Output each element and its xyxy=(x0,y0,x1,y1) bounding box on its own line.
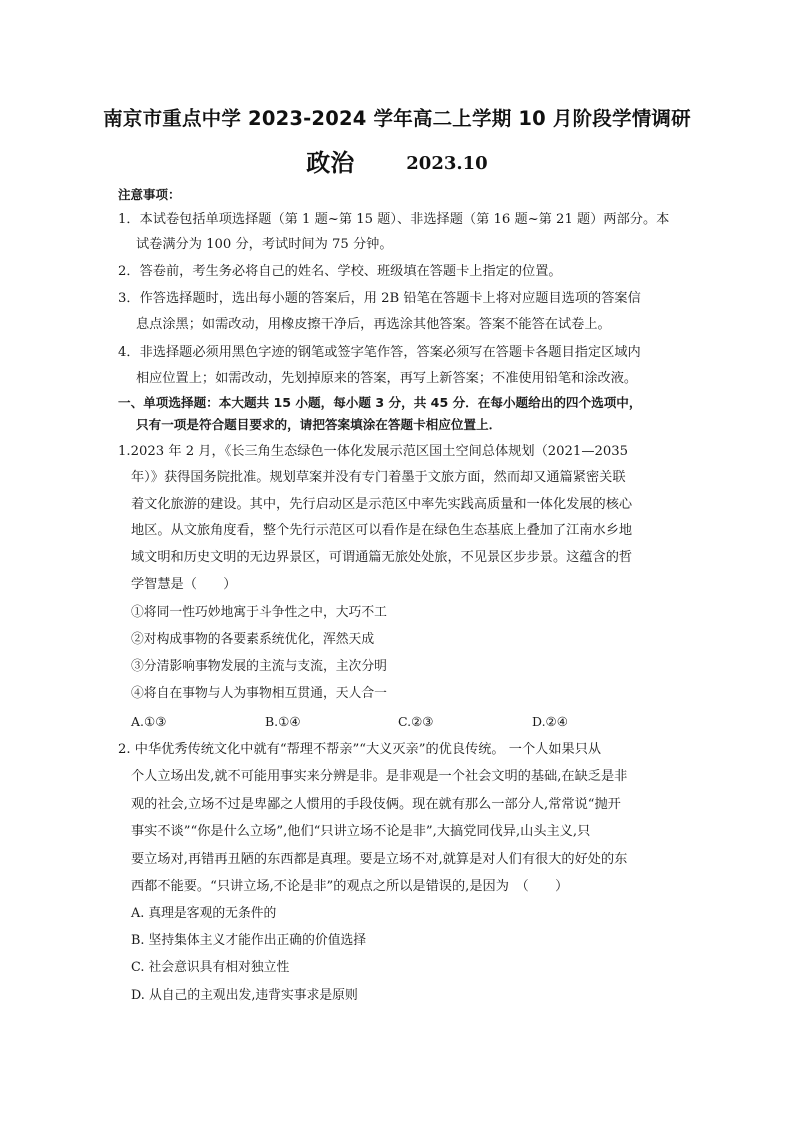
q2-option-c: C. 社会意识具有相对独立性 xyxy=(131,960,290,975)
section-instruction: 只有一项是符合题目要求的，请把答案填涂在答题卡相应位置上． xyxy=(136,417,502,432)
q1-text-line: 地区。从文旅角度看，整个先行示范区可以看作是在绿色生态基底上叠加了江南水乡地 xyxy=(131,523,633,538)
q2-text-line: 个人立场出发,就不可能用事实来分辨是非。是非观是一个社会文明的基础,在缺乏是非 xyxy=(131,769,628,784)
q1-text-line: 着文化旅游的建设。其中，先行启动区是示范区中率先实践高质量和一体化发展的核心 xyxy=(131,497,633,512)
q2-text-line: 西都不能要。“只讲立场,不论是非”的观点之所以是错误的,是因为 （ ） xyxy=(131,879,569,894)
q1-text-line: 学智慧是（ ） xyxy=(131,577,237,592)
q1-statement: ④将自在事物与人为事物相互贯通，天人合一 xyxy=(131,686,387,701)
note-line: 3．作答选择题时，选出每小题的答案后，用 2B 铅笔在答题卡上将对应题目选项的答案信 xyxy=(118,291,641,306)
q2-text-line: 要立场对,再错再丑陋的东西都是真理。要是立场不对,就算是对人们有很大的好处的东 xyxy=(131,852,628,867)
q2-text-line: 观的社会,立场不过是卑鄙之人惯用的手段伎俩。现在就有那么一部分人,常常说“抛开 xyxy=(131,797,621,812)
q1-option-c: C.②③ xyxy=(398,714,434,729)
note-line: 1．本试卷包括单项选择题（第 1 题~第 15 题）、非选择题（第 16 题~第 21 题）两部分。本 xyxy=(118,212,670,227)
note-line: 2．答卷前，考生务必将自己的姓名、学校、班级填在答题卡上指定的位置。 xyxy=(118,264,562,279)
q1-text-line: 年）》获得国务院批准。规划草案并没有专门着墨于文旅方面，然而却又通篇紧密关联 xyxy=(131,470,626,485)
exam-date: 2023.10 xyxy=(406,153,488,174)
q1-text-line: 域文明和历史文明的无边界景区，可谓通篇无旅处处旅，不见景区步步景。这蕴含的哲 xyxy=(131,550,633,565)
note-line: 试卷满分为 100 分，考试时间为 75 分钟。 xyxy=(136,237,393,252)
q1-option-d: D.②④ xyxy=(532,714,568,729)
note-line: 息点涂黑；如需改动，用橡皮擦干净后，再选涂其他答案。答案不能答在试卷上。 xyxy=(136,317,611,332)
q2-option-a: A. 真理是客观的无条件的 xyxy=(131,906,277,921)
notes-heading: 注意事项： xyxy=(118,187,181,202)
note-line: 相应位置上；如需改动，先划掉原来的答案，再写上新答案；不准使用铅笔和涂改液。 xyxy=(136,371,638,386)
subject-name: 政治 xyxy=(306,149,355,177)
q1-statement: ①将同一性巧妙地寓于斗争性之中，大巧不工 xyxy=(131,605,387,620)
q1-option-b: B.①④ xyxy=(265,714,301,729)
note-line: 4．非选择题必须用黑色字迹的钢笔或签字笔作答，答案必须写在答题卡各题目指定区域内 xyxy=(118,345,641,360)
subject-line xyxy=(0,143,794,178)
q1-option-a: A.①③ xyxy=(131,714,167,729)
q2-option-d: D. 从自己的主观出发,违背实事求是原则 xyxy=(131,988,358,1003)
q1-statement: ②对构成事物的各要素系统优化，浑然天成 xyxy=(131,632,375,647)
q2-text-line: 2. 中华优秀传统文化中就有“帮理不帮亲”“大义灭亲”的优良传统。 一个人如果只从 xyxy=(118,742,602,757)
q1-statement: ③分清影响事物发展的主流与支流，主次分明 xyxy=(131,659,387,674)
q2-text-line: 事实不谈”“你是什么立场”,他们“只讲立场不论是非”,大搞党同伐异,山头主义,只 xyxy=(131,824,591,839)
section-heading: 一、单项选择题：本大题共 15 小题，每小题 3 分，共 45 分．在每小题给出的四个选项中， xyxy=(118,395,642,410)
q2-option-b: B. 坚持集体主义才能作出正确的价值选择 xyxy=(131,933,367,948)
exam-title: 南京市重点中学 2023-2024 学年高二上学期 10 月阶段学情调研 xyxy=(103,107,691,130)
q1-text-line: 1.2023 年 2 月，《长三角生态绿色一体化发展示范区国土空间总体规划（2021—2035 xyxy=(118,444,629,459)
